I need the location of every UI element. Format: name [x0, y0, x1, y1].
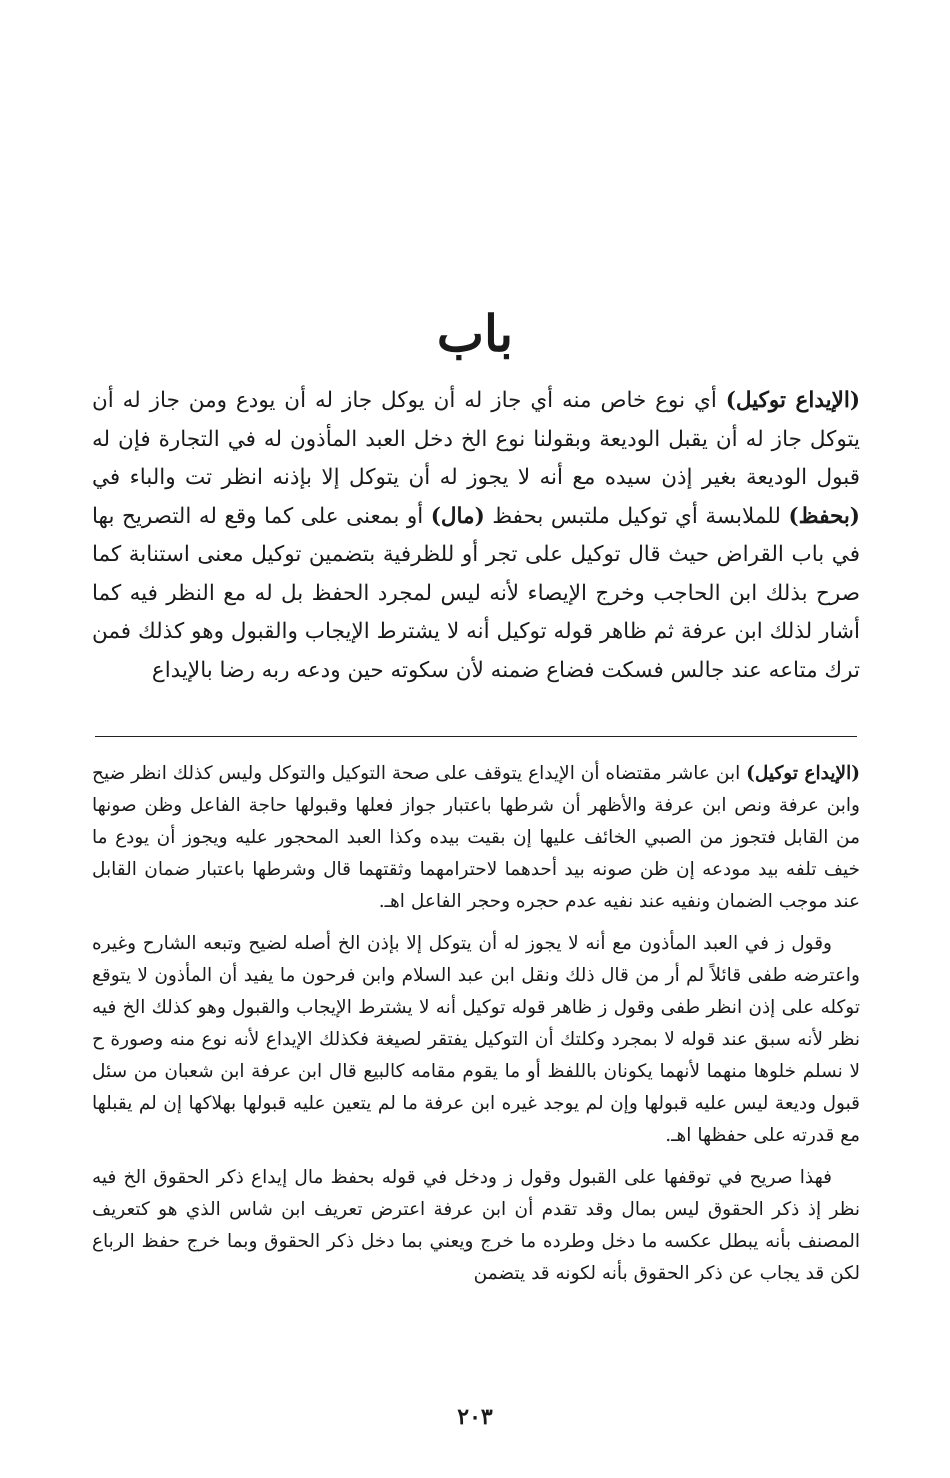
footnote-separator — [95, 736, 857, 737]
page-number: ٢٠٣ — [457, 1404, 493, 1430]
footnote-paragraph-3: فهذا صريح في توقفها على القبول وقول ز ودخل في قوله بحفظ مال إيداع ذكر الحقوق الخ فيه نظر إذ ذكر الحقوق ليس بمال وقد تقدم أن ابن عرفة اعترض تعريف ابن شاس الذي هو كتعريف المصنف بأنه يبطل عكسه ما دخل وطرده ما خرج ويعني بما دخل ذكر الحقوق وبما خرج حفظ الرباع لكن قد يجاب عن ذكر الحقوق بأنه لكونه قد يتضمن — [92, 1167, 860, 1284]
main-text — [92, 382, 860, 690]
main-term-ida-tawkil: (الإيداع توكيل) — [725, 388, 860, 413]
main-term-mal: (مال) — [430, 503, 485, 529]
footnotes — [92, 758, 860, 1290]
footnote-paragraph-2: وقول ز في العبد المأذون مع أنه لا يجوز له أن يتوكل إلا بإذن الخ أصله لضيح وتبعه الشارح وغيره واعترضه طفى قائلاً لم أر من قال ذلك ونقل ابن عبد السلام وابن فرحون ما يفيد أن المأذون لا يتوقع توكله على إذن انظر طفى وقول ز ظاهر قوله توكيل أنه لا يشترط الإيجاب والقبول وهو كذلك الخ فيه نظر لأنه سبق عند قوله لا بمجرد وكلتك أن التوكيل يفتقر لصيغة فكذلك الإيداع لأنه نوع منه وصورة ح لا نسلم خلوها منهما لأنهما يكونان باللفظ أو ما يقوم مقامه كالبيع قال ابن عرفة ابن شعبان من سئل قبول وديعة ليس عليه قبولها وإن لم يوجد غيره ابن عرفة ما لم يتعين عليه قبولها بهلاكها إن لم يقبلها مع قدرته على حفظها اهـ. — [92, 933, 860, 1146]
footnote-text-1: ابن عاشر مقتضاه أن الإيداع يتوقف على صحة التوكيل والتوكل وليس كذلك انظر ضيح وابن عرفة ونص ابن عرفة والأظهر أن شرطها باعتبار جواز فعلها وقبولها حاجة الفاعل وظن صونها من القابل فتجوز من الصبي الخائف عليها إن بقيت بيده وكذا العبد المحجور عليه ويجوز أن يودع ما خيف تلفه بيد مودعه إن ظن صونه بيد أحدهما لاحترامهما وثقتهما قال وشرطها باعتبار ضمان القابل عند موجب الضمان ونفيه عند نفيه عدم حجره وحجر الفاعل اهـ. — [92, 763, 860, 912]
main-paragraph — [92, 382, 860, 690]
footnote-term-ida-tawkil: (الإيداع توكيل) — [746, 763, 860, 784]
main-text-part-2: للملابسة أي توكيل ملتبس بحفظ — [484, 503, 789, 529]
main-text-part-3: أو بمعنى على كما وقع له التصريح بها في باب القراض حيث قال توكيل على تجر أو للظرفية بتضمين توكيل معنى استنابة كما صرح بذلك ابن الحاجب وخرج الإيصاء لأنه ليس لمجرد الحفظ بل له مع النظر فيه كما أشار لذلك ابن عرفة ثم ظاهر قوله توكيل أنه لا يشترط الإيجاب والقبول وهو كذلك فمن ترك متاعه عند جالس فسكت فضاع ضمنه لأن سكوته حين ودعه ربه رضا بالإيداع — [92, 503, 860, 683]
main-term-bihifz: (بحفظ) — [788, 503, 860, 529]
chapter-title: باب — [436, 304, 514, 363]
footnote-paragraph-1 — [92, 758, 860, 918]
main-text-part-1: أي نوع خاص منه أي جاز له أن يوكل جاز له أن يودع ومن جاز له أن يتوكل جاز له أن يقبل الوديعة وبقولنا نوع الخ دخل العبد المأذون له في التجارة فإن له قبول الوديعة بغير إذن سيده مع أنه لا يجوز له أن يتوكل إلا بإذنه انظر تت والباء في — [92, 388, 860, 490]
